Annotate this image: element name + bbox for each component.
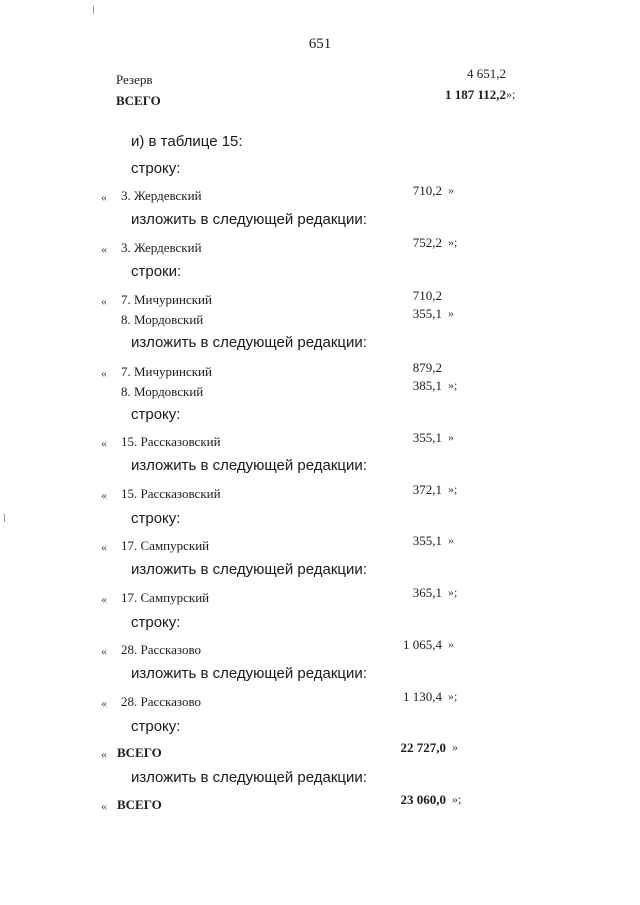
row-trail: »; — [448, 235, 458, 249]
scan-edge-mark — [93, 6, 94, 14]
row-value: 372,1 — [412, 482, 442, 497]
row-label: 7. Мичуринский — [121, 364, 212, 379]
row-trail: » — [448, 533, 454, 547]
row-label: 28. Рассказово — [121, 642, 202, 657]
row-trail: » — [448, 183, 454, 197]
instruction-edit: изложить в следующей редакции: — [131, 561, 367, 578]
row-value: 385,1 — [412, 378, 442, 393]
scan-edge-mark — [4, 514, 5, 522]
row-label: 15. Рассказовский — [121, 486, 221, 501]
row-trail: »; — [448, 482, 458, 496]
row-trail: » — [448, 637, 454, 651]
instruction-edit: изложить в следующей редакции: — [131, 665, 367, 682]
row-value: 355,1 — [412, 533, 442, 548]
total-trail: »; — [506, 87, 516, 101]
row-value: 710,2 — [412, 288, 442, 303]
row-value: 355,1 — [412, 430, 442, 445]
open-quote: « — [101, 747, 107, 761]
open-quote: « — [101, 436, 107, 450]
total-value: 22 727,0 — [400, 740, 446, 755]
total-label: ВСЕГО — [117, 797, 162, 812]
row-trail: »; — [448, 378, 458, 392]
instruction-line: строку: — [131, 160, 181, 177]
open-quote: « — [101, 366, 107, 380]
total-label: ВСЕГО — [116, 93, 161, 108]
row-trail: » — [452, 740, 458, 754]
page-number: 651 — [308, 36, 332, 52]
open-quote: « — [101, 190, 107, 204]
open-quote: « — [101, 294, 107, 308]
open-quote: « — [101, 488, 107, 502]
row-value: 752,2 — [412, 235, 442, 250]
open-quote: « — [101, 592, 107, 606]
instruction-line: строку: — [131, 406, 181, 423]
instruction-edit: изложить в следующей редакции: — [131, 769, 367, 786]
instruction-edit: изложить в следующей редакции: — [131, 334, 367, 351]
total-value: 1 187 112,2 — [444, 87, 506, 102]
instruction-lines: строки: — [131, 263, 182, 280]
row-value: 1 065,4 — [403, 637, 442, 652]
table-intro: и) в таблице 15: — [131, 133, 243, 150]
row-value: 365,1 — [412, 585, 442, 600]
total-value: 23 060,0 — [400, 792, 446, 807]
row-value: 710,2 — [412, 183, 442, 198]
row-label: 8. Мордовский — [121, 312, 204, 327]
instruction-line: строку: — [131, 718, 181, 735]
row-label: 8. Мордовский — [121, 384, 204, 399]
row-label: 15. Рассказовский — [121, 434, 221, 449]
instruction-edit: изложить в следующей редакции: — [131, 457, 367, 474]
row-value: 355,1 — [412, 306, 442, 321]
instruction-edit: изложить в следующей редакции: — [131, 211, 367, 228]
row-label: 3. Жердевский — [121, 188, 202, 203]
instruction-line: строку: — [131, 510, 181, 527]
total-label: ВСЕГО — [117, 745, 162, 760]
open-quote: « — [101, 799, 107, 813]
row-label: 28. Рассказово — [121, 694, 202, 709]
row-value: 1 130,4 — [403, 689, 442, 704]
row-trail: »; — [448, 585, 458, 599]
row-label: 3. Жердевский — [121, 240, 202, 255]
row-trail: » — [448, 430, 454, 444]
row-trail: »; — [452, 792, 462, 806]
open-quote: « — [101, 540, 107, 554]
row-trail: » — [448, 306, 454, 320]
open-quote: « — [101, 242, 107, 256]
open-quote: « — [101, 644, 107, 658]
instruction-line: строку: — [131, 614, 181, 631]
open-quote: « — [101, 696, 107, 710]
reserve-value: 4 651,2 — [467, 66, 506, 81]
reserve-label: Резерв — [116, 72, 153, 87]
row-label: 17. Сампурский — [121, 538, 210, 553]
row-label: 17. Сампурский — [121, 590, 210, 605]
row-trail: »; — [448, 689, 458, 703]
row-value: 879,2 — [412, 360, 442, 375]
row-label: 7. Мичуринский — [121, 292, 212, 307]
